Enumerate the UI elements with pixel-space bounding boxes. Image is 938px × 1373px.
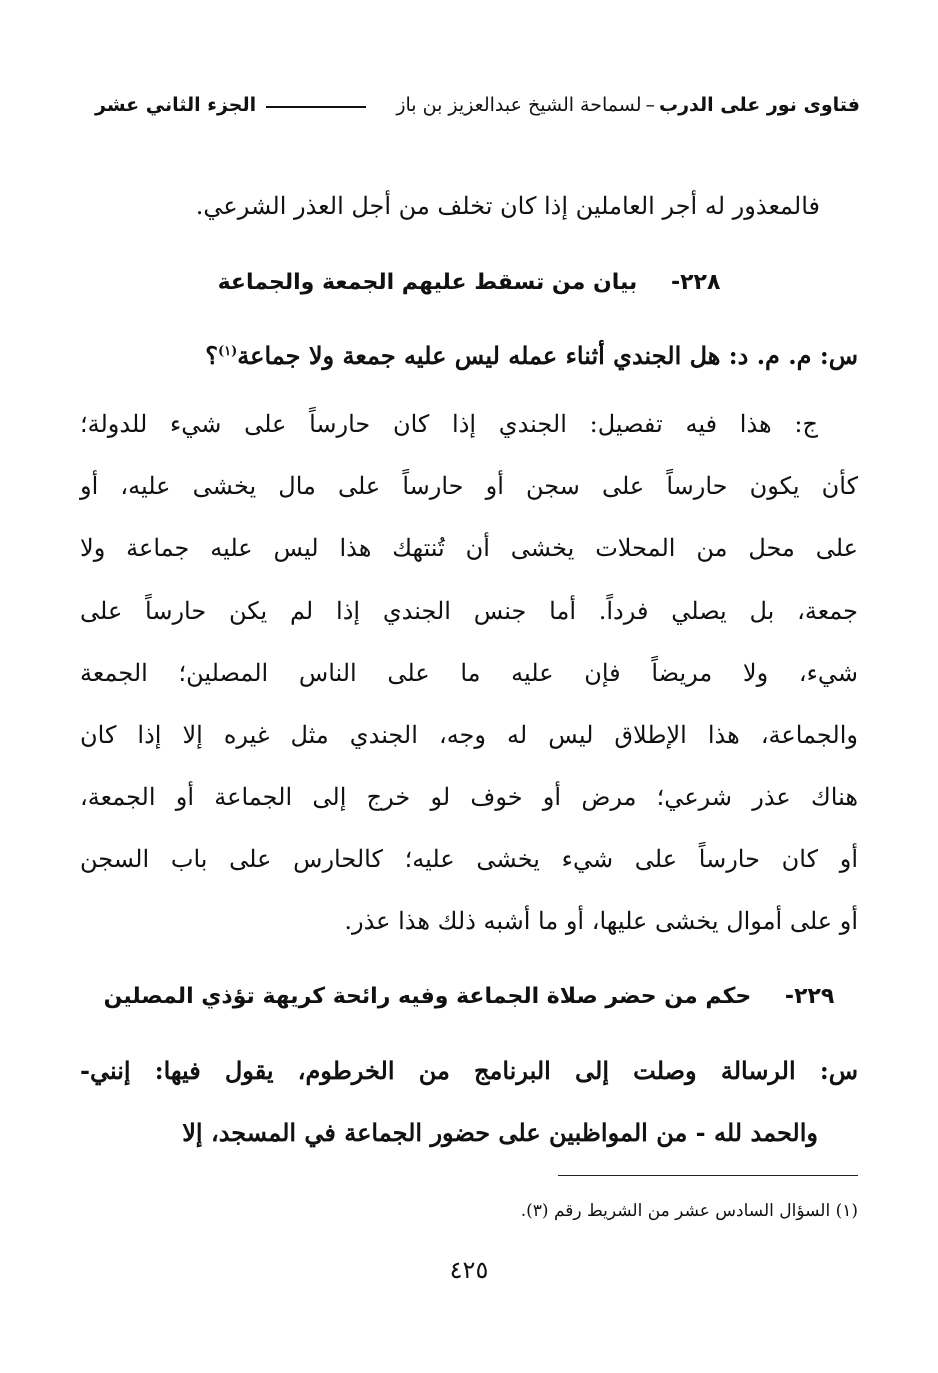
footnote-reference: (١) (218, 344, 238, 359)
answer-line: هناك عذر شرعي؛ مرض أو خوف لو خرج إلى الجماعة أو الجمعة، (80, 783, 858, 811)
question-mark: ؟ (205, 341, 218, 370)
answer-line: أو كان حارساً على شيء يخشى عليه؛ كالحارس على باب السجن (80, 845, 858, 873)
section-229-question-line: س: الرسالة وصلت إلى البرنامج من الخرطوم، يقول فيها: إنني- (80, 1056, 858, 1085)
answer-line: على محل من المحلات يخشى أن تُنتهك هذا ليس عليه جماعة ولا (80, 534, 858, 562)
section-229-title: حكم من حضر صلاة الجماعة وفيه رائحة كريهة تؤذي المصلين (103, 984, 752, 1009)
header-rule (266, 106, 366, 108)
answer-line: شيء، ولا مريضاً فإن عليه ما على الناس المصلين؛ الجمعة (80, 659, 858, 687)
section-229-question-line: والحمد لله - من المواظبين على حضور الجماعة في المسجد، إلا (182, 1118, 818, 1147)
answer-line: كأن يكون حارساً على سجن أو حارساً على مال يخشى عليه، أو (80, 472, 859, 500)
book-author: لسماحة الشيخ عبدالعزيز بن باز (396, 94, 642, 116)
footnote: (١) السؤال السادس عشر من الشريط رقم (٣). (520, 1201, 858, 1221)
answer-line: أو على أموال يخشى عليها، أو ما أشبه ذلك هذا عذر. (344, 907, 858, 935)
section-228-question (80, 329, 858, 383)
question-text: س: م. م. د: هل الجندي أثناء عمله ليس عليه جمعة ولا جماعة (237, 341, 858, 370)
answer-line: جمعة، بل يصلي فرداً. أما جنس الجندي إذا لم يكن حارساً على (80, 597, 858, 625)
answer-line: ج: هذا فيه تفصيل: الجندي إذا كان حارساً على شيء للدولة؛ (80, 410, 818, 438)
header-dash: – (645, 94, 655, 116)
answer-line: والجماعة، هذا الإطلاق ليس له وجه، الجندي مثل غيره إلا إذا كان (80, 721, 858, 749)
intro-line: فالمعذور له أجر العاملين إذا كان تخلف من أجل العذر الشرعي. (195, 192, 820, 220)
book-title: فتاوى نور على الدرب (659, 94, 860, 116)
volume-label: الجزء الثاني عشر (95, 94, 257, 116)
section-228-heading (80, 258, 858, 308)
section-228-number: ٢٢٨- (670, 270, 721, 295)
section-229-heading (80, 972, 858, 1022)
page-number: ٤٢٥ (449, 1256, 489, 1284)
footnote-divider (558, 1175, 858, 1176)
section-228-title: بيان من تسقط عليهم الجمعة والجماعة (217, 270, 638, 295)
section-229-number: ٢٢٩- (784, 984, 835, 1009)
running-header (95, 88, 860, 122)
